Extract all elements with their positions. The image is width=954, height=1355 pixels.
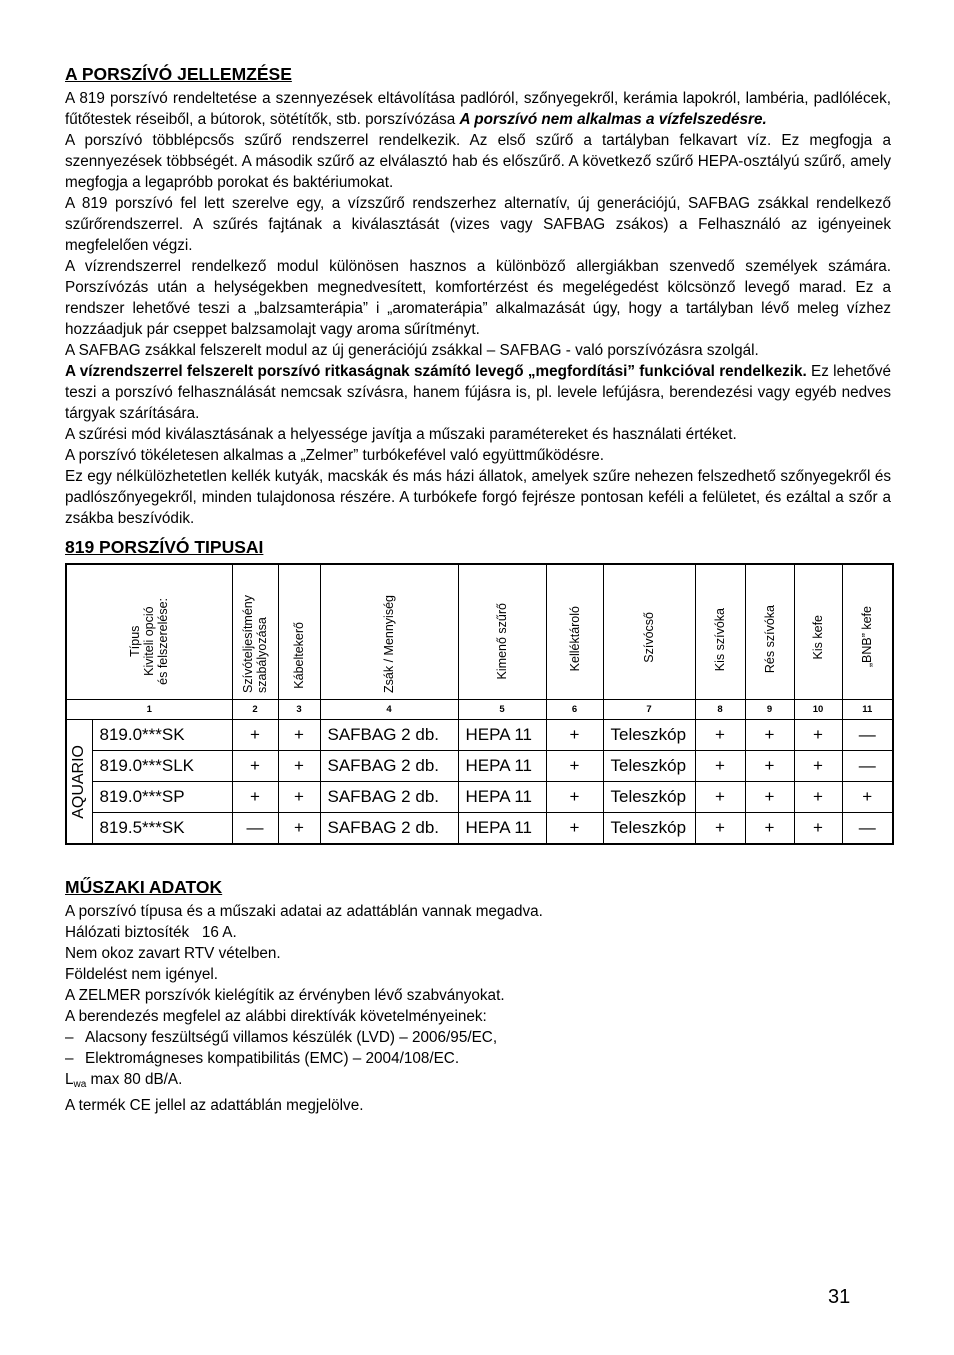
list-item — [65, 1048, 891, 1069]
section-technical-data — [65, 875, 891, 1116]
table-cell: Teleszkóp — [603, 813, 695, 845]
table-header-cell: Szívócső — [603, 564, 695, 700]
text-line: A berendezés megfelel az alábbi direktívák követelményeinek: — [65, 1008, 487, 1025]
table-cell: HEPA 11 — [458, 813, 546, 845]
type-cell: 819.5***SK — [92, 813, 232, 845]
table-header-cell: „BNB” kefe — [842, 564, 893, 700]
column-number: 6 — [546, 700, 603, 720]
table-header-cell: Kimenő szűrő — [458, 564, 546, 700]
text-line: A ZELMER porszívók kielégítik az érvényben lévő szabványokat. — [65, 987, 505, 1004]
type-cell: 819.0***SK — [92, 720, 232, 751]
column-number: 7 — [603, 700, 695, 720]
table-header-row — [66, 564, 893, 700]
type-cell: 819.0***SP — [92, 782, 232, 813]
group-label: AQUARIO — [70, 744, 88, 819]
section-heading: MŰSZAKI ADATOK — [65, 877, 223, 897]
table-cell: + — [278, 720, 320, 751]
page-number: 31 — [828, 1286, 851, 1308]
column-number: 9 — [745, 700, 794, 720]
paragraph: A vízrendszerrel rendelkező modul különösen hasznos a különböző allergiákban szenvedő személyek számára. Porszívózás után a helységekben megnedvesített, komfortérzést és megelégedést kölcsönző levegő marad. Ez a rendszer lehetővé teszi a „balzsamterápia” i „aromaterápia” alkalmazását úgy, hogy a tartályban lévő meleg vízhez hozzáadjuk pár cseppet balzsamolajt vagy aroma sűrítményt. — [65, 258, 891, 338]
rotated-header: Típus Kiviteli opció és felszerelése: — [128, 598, 171, 685]
column-number: 10 — [794, 700, 842, 720]
table-cell: + — [232, 720, 278, 751]
dash-bullet: – — [65, 1050, 74, 1067]
table-cell: + — [745, 813, 794, 845]
section-description — [65, 62, 891, 529]
table-cell: + — [794, 813, 842, 845]
types-table — [65, 563, 894, 845]
table-cell: + — [546, 782, 603, 813]
table-cell: + — [546, 751, 603, 782]
table-cell: + — [794, 720, 842, 751]
group-label-cell — [66, 720, 92, 845]
table-cell: HEPA 11 — [458, 782, 546, 813]
table-cell: + — [546, 813, 603, 845]
paragraph-text: Ez lehetővé teszi a porszívó felhasználását nemcsak szívásra, hanem fújásra is, pl. levele lefújásra, berendezési vagy egyéb nedves tárgyak szárítására. — [65, 363, 892, 422]
paragraph — [65, 361, 891, 424]
paragraph: A porszívó tökéletesen alkalmas a „Zelmer” turbókefével való együttműködésre. — [65, 447, 605, 464]
table-row — [66, 720, 893, 751]
table-header-cell: Szívóteljesítmény szabályozása — [232, 564, 278, 700]
table-cell: + — [278, 782, 320, 813]
section-types — [65, 535, 891, 845]
table-cell: SAFBAG 2 db. — [320, 720, 458, 751]
paragraph — [65, 88, 891, 130]
table-cell: + — [546, 720, 603, 751]
table-header-cell — [66, 564, 232, 700]
table-cell: + — [695, 813, 745, 845]
section-heading: A PORSZÍVÓ JELLEMZÉSE — [65, 64, 292, 84]
column-number: 2 — [232, 700, 278, 720]
text-line: Nem okoz zavart RTV vételben. — [65, 945, 281, 962]
table-cell: + — [695, 782, 745, 813]
table-cell: + — [278, 813, 320, 845]
table-cell: + — [745, 751, 794, 782]
paragraph-bold-text: A porszívó nem alkalmas a vízfelszedésre. — [459, 111, 767, 128]
lwa-symbol: L — [65, 1071, 74, 1088]
list-item — [65, 1027, 891, 1048]
column-number: 5 — [458, 700, 546, 720]
table-cell: SAFBAG 2 db. — [320, 813, 458, 845]
list-item-text: Elektromágneses kompatibilitás (EMC) – 2004/108/EC. — [85, 1050, 460, 1067]
table-header-cell: Kis kefe — [794, 564, 842, 700]
table-row — [66, 782, 893, 813]
text-line: A porszívó típusa és a műszaki adatai az adattáblán vannak megadva. — [65, 903, 543, 920]
table-cell: — — [842, 751, 893, 782]
paragraph: Ez egy nélkülözhetetlen kellék kutyák, macskák és más házi állatok, amelyek szűre nehezen felszedhető szőnyegekről és padlószőnyegekről, minden tulajdonosa részére. A turbókefe forgó fejrésze pontosan keféli a felületet, és ezáltal a szőr a zsákba beszívódik. — [65, 468, 891, 527]
table-header-cell: Kis szívóka — [695, 564, 745, 700]
table-row — [66, 813, 893, 845]
table-cell: SAFBAG 2 db. — [320, 782, 458, 813]
lwa-value: max 80 dB/A. — [86, 1071, 183, 1088]
table-cell: — — [232, 813, 278, 845]
paragraph: A 819 porszívó fel lett szerelve egy, a vízszűrő rendszerhez alternatív, új generációjú, SAFBAG zsákkal rendelkező szűrőrendszerrel. A szűrés fajtának a kiválasztását (vizes vagy SAFBAG zsákos) a Felhasználó az igényeinek megfelelően végzi. — [65, 195, 891, 254]
text-line — [65, 1069, 891, 1095]
table-header-cell: Kábeltekerő — [278, 564, 320, 700]
table-header-cell: Rés szívóka — [745, 564, 794, 700]
list-item-text: Alacsony feszültségű villamos készülék (LVD) – 2006/95/EC, — [85, 1029, 498, 1046]
table-cell: + — [695, 751, 745, 782]
text-line: Hálózati biztosíték 16 A. — [65, 924, 237, 941]
table-cell: Teleszkóp — [603, 782, 695, 813]
section-heading: 819 PORSZÍVÓ TIPUSAI — [65, 537, 264, 557]
paragraph: A porszívó többlépcsős szűrő rendszerrel rendelkezik. Az első szűrő a tartályban felkavart víz. Ez megfogja a szennyezések többségét. A második szűrő az elválasztó hab és előszűrő. A következő szűrő HEPA-osztályú szűrő, amely megfogja a legapróbb porokat és baktériumokat. — [65, 132, 891, 191]
text-line: Földelést nem igényel. — [65, 966, 219, 983]
table-cell: + — [745, 720, 794, 751]
column-number: 8 — [695, 700, 745, 720]
table-cell: SAFBAG 2 db. — [320, 751, 458, 782]
paragraph: A SAFBAG zsákkal felszerelt modul az új generációjú zsákkal – SAFBAG - való porszívózásra szolgál. — [65, 342, 759, 359]
table-cell: + — [745, 782, 794, 813]
dash-bullet: – — [65, 1029, 74, 1046]
table-cell: HEPA 11 — [458, 720, 546, 751]
table-cell: Teleszkóp — [603, 751, 695, 782]
table-cell: + — [842, 782, 893, 813]
table-cell: — — [842, 813, 893, 845]
column-number: 11 — [842, 700, 893, 720]
table-cell: + — [232, 782, 278, 813]
table-cell: Teleszkóp — [603, 720, 695, 751]
table-cell: — — [842, 720, 893, 751]
text-line: A termék CE jellel az adattáblán megjelölve. — [65, 1097, 364, 1114]
paragraph-text: A 819 porszívó rendeltetése a szennyezések eltávolítása padlóról, szőnyegekről, kerámia lapokról, lambéria, padlólécek, fűtőtestek réseiből, a bútorok, sötétítők, stb. porszívózása — [65, 90, 891, 128]
column-number: 3 — [278, 700, 320, 720]
paragraph-bold-text: A vízrendszerrel felszerelt porszívó ritkaságnak számító levegő „megfordítási” funkcióval rendelkezik. — [65, 363, 807, 380]
column-number: 4 — [320, 700, 458, 720]
table-cell: HEPA 11 — [458, 751, 546, 782]
table-cell: + — [278, 751, 320, 782]
column-number: 1 — [66, 700, 232, 720]
table-number-row — [66, 700, 893, 720]
paragraph: A szűrési mód kiválasztásának a helyessége javítja a műszaki paramétereket és használati értéket. — [65, 426, 737, 443]
type-cell: 819.0***SLK — [92, 751, 232, 782]
table-header-cell: Zsák / Mennyiség — [320, 564, 458, 700]
table-cell: + — [695, 720, 745, 751]
table-cell: + — [794, 782, 842, 813]
table-row — [66, 751, 893, 782]
table-cell: + — [232, 751, 278, 782]
page-content — [65, 62, 891, 1116]
table-header-cell: Kelléktároló — [546, 564, 603, 700]
lwa-subscript: wa — [73, 1079, 87, 1090]
table-cell: + — [794, 751, 842, 782]
